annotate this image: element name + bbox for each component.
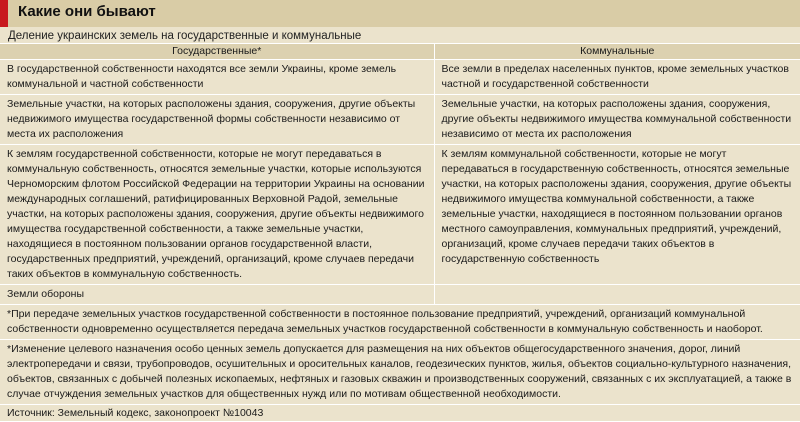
cell-state: В государственной собственности находятся все земли Украины, кроме земель коммунальной и частной собственности [0, 60, 434, 95]
cell-communal: К землям коммунальной собственности, которые не могут передаваться в государственную собственность, относятся земельные участки, на которых расположены здания, сооружения, другие объекты недвижимого имущества коммунальной собственности, а также земельные участки, находящиеся в постоянном пользовании органов местного самоуправления, коммунальных предприятий, учреждений, организаций, кроме случаев передачи таких объектов в государственную собственность [434, 145, 800, 285]
table-header-row [0, 44, 800, 60]
table-row [0, 60, 800, 95]
cell-state: Земли обороны [0, 285, 434, 305]
table-row [0, 145, 800, 285]
section-header [0, 0, 800, 27]
cell-communal: Все земли в пределах населенных пунктов, кроме земельных участков частной и государственной собственности [434, 60, 800, 95]
footnote: *При передаче земельных участков государственной собственности в постоянное пользование предприятий, учреждений, организаций коммунальной собственности одновременно осуществляется передача земельных участков государственной собственности в коммунальную собственность и наоборот. [0, 305, 800, 340]
footnote-row [0, 305, 800, 340]
table-row [0, 95, 800, 145]
accent-bar [0, 0, 8, 27]
cell-state: К землям государственной собственности, которые не могут передаваться в коммунальную собственность, относятся земельные участки, которые используются Черноморским флотом Российской Федерации на территории Украины на основании международных соглашений, ратифицированных Верховной Радой, земельные участки, на которых расположены здания, сооружения, другие объекты недвижимого имущества государственной собственности, а также земельные участки, находящиеся в постоянном пользовании органов государственной власти, государственных предприятий, учреждений, организаций, кроме случаев передачи таких объектов в коммунальную собственность. [0, 145, 434, 285]
cell-communal: Земельные участки, на которых расположены здания, сооружения, другие объекты недвижимого имущества коммунальной собственности независимо от места их расположения [434, 95, 800, 145]
source-note: Источник: Земельный кодекс, законопроект №10043 [0, 405, 800, 422]
table-row [0, 285, 800, 305]
column-header-communal: Коммунальные [434, 44, 800, 60]
cell-state: Земельные участки, на которых расположены здания, сооружения, другие объекты недвижимого имущества государственной формы собственности независимо от места их расположения [0, 95, 434, 145]
table-caption: Деление украинских земель на государственные и коммунальные [8, 30, 362, 42]
footnote: *Изменение целевого назначения особо ценных земель допускается для размещения на них объектов общегосударственного значения, дорог, линий электропередачи и связи, трубопроводов, осушительных и оросительных каналов, геодезических пунктов, жилья, объектов социально-культурного назначения, объектов, связанных с добычей полезных ископаемых, нефтяных и газовых скважин и производственных сооружений, связанных с их эксплуатацией, а также в случае отчуждения земельных участков для общественных нужд или по мотивам общественной необходимости. [0, 340, 800, 405]
footnote-row [0, 340, 800, 405]
column-header-state: Государственные* [0, 44, 434, 60]
cell-communal [434, 285, 800, 305]
section-title: Какие они бывают [18, 3, 156, 20]
source-row [0, 405, 800, 422]
land-division-table [0, 44, 800, 422]
